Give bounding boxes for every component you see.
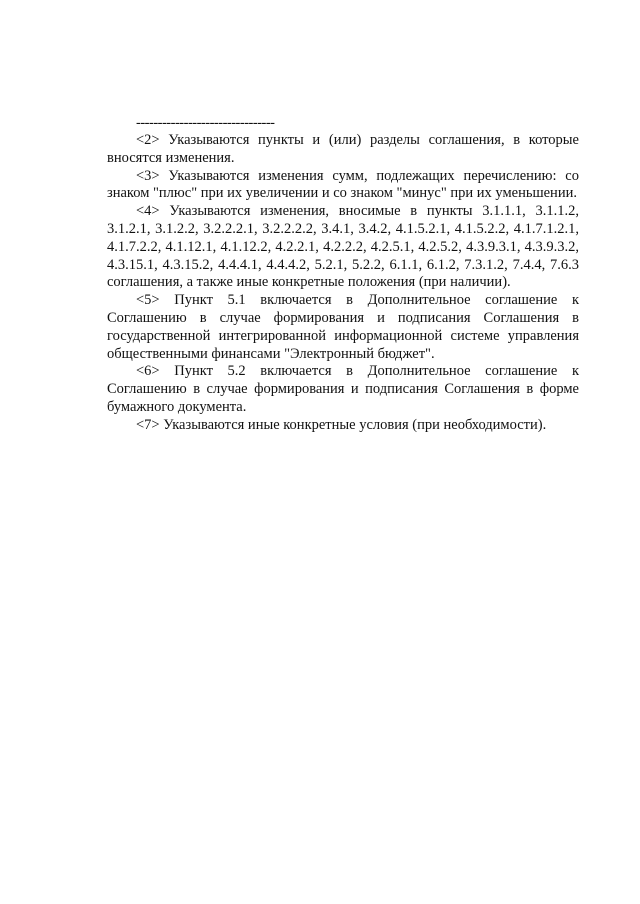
- footnote-5: <5> Пункт 5.1 включается в Дополнительное соглашение к Соглашению в случае формирования и подписания Соглашения в государственной интегрированной информационной системе управления общественными финансами "Электронный бюджет".: [107, 292, 579, 362]
- document-page: [107, 115, 579, 435]
- footnote-separator: --------------------------------: [136, 115, 275, 131]
- footnote-4: <4> Указываются изменения, вносимые в пункты 3.1.1.1, 3.1.1.2, 3.1.2.1, 3.1.2.2, 3.2.2.2.1, 3.2.2.2.2, 3.4.1, 3.4.2, 4.1.5.2.1, 4.1.5.2.2, 4.1.7.1.2.1, 4.1.7.2.2, 4.1.12.1, 4.1.12.2, 4.2.2.1, 4.2.2.2, 4.2.5.1, 4.2.5.2, 4.3.9.3.1, 4.3.9.3.2, 4.3.15.1, 4.3.15.2, 4.4.4.1, 4.4.4.2, 5.2.1, 5.2.2, 6.1.1, 6.1.2, 7.3.1.2, 7.4.4, 7.6.3 соглашения, а также иные конкретные положения (при наличии).: [107, 203, 579, 291]
- footnote-3: <3> Указываются изменения сумм, подлежащих перечислению: со знаком "плюс" при их увеличении и со знаком "минус" при их уменьшении.: [107, 167, 579, 202]
- footnote-7: <7> Указываются иные конкретные условия (при необходимости).: [136, 416, 547, 433]
- footnote-2: <2> Указываются пункты и (или) разделы соглашения, в которые вносятся изменения.: [107, 132, 579, 166]
- footnote-6: <6> Пункт 5.2 включается в Дополнительное соглашение к Соглашению в случае формирования и подписания Соглашения в форме бумажного документа.: [107, 363, 579, 415]
